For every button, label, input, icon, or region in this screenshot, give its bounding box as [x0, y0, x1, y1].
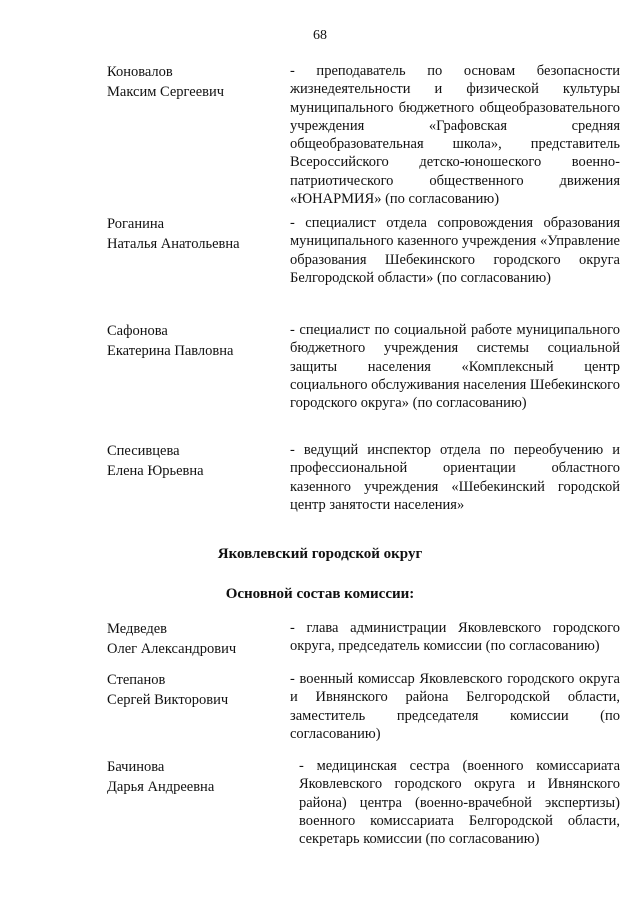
member-role: - преподаватель по основам безопасности жизнедеятельности и физической культуры муниципального бюджетного общеобразовательного учреждения «Графовская средняя общеобразовательная школа», представитель Всероссийского детско-юношеского военно-патриотического общественного движения «ЮНАРМИЯ» (по согласованию) [290, 63, 620, 208]
member-role: - специалист по социальной работе муниципального бюджетного учреждения системы социальной защиты населения «Комплексный центр социального обслуживания населения Шебекинского городского округа» (по согласованию) [290, 322, 620, 412]
member-name [107, 321, 282, 361]
member-role: - медицинская сестра (военного комиссариата Яковлевского городского округа и Ивнянского района) центра (военно-врачебной экспертизы) военного комиссариата Белгородской области, секретарь комиссии (по согласованию) [299, 758, 620, 848]
member-surname: Роганина [107, 216, 165, 232]
member-name [107, 214, 282, 254]
member-surname: Степанов [107, 672, 166, 688]
member-name [107, 441, 282, 481]
member-role: - военный комиссар Яковлевского городского округа и Ивнянского района Белгородской области, заместитель председателя комиссии (по согласованию) [290, 671, 620, 742]
member-given-name: Максим Сергеевич [107, 84, 225, 100]
subsection-title: Основной состав комиссии: [225, 586, 415, 602]
section-title: Яковлевский городской округ [217, 546, 423, 562]
page-number: 68 [313, 28, 327, 43]
member-given-name: Сергей Викторович [107, 692, 229, 708]
member-surname: Спесивцева [107, 443, 180, 459]
member-given-name: Екатерина Павловна [107, 343, 234, 359]
member-role: - специалист отдела сопровождения образования муниципального казенного учреждения «Управление образования Шебекинского городского округа Белгородской области» (по согласованию) [290, 215, 620, 286]
member-name [107, 757, 282, 797]
member-given-name: Наталья Анатольевна [107, 236, 240, 252]
member-given-name: Елена Юрьевна [107, 463, 204, 479]
member-name [107, 619, 282, 659]
member-surname: Сафонова [107, 323, 168, 339]
member-name [107, 670, 282, 710]
member-surname: Коновалов [107, 64, 173, 80]
member-role: - глава администрации Яковлевского городского округа, председатель комиссии (по согласованию) [290, 620, 620, 655]
member-name [107, 62, 282, 102]
member-surname: Бачинова [107, 759, 165, 775]
member-role: - ведущий инспектор отдела по переобучению и профессиональной ориентации областного казенного учреждения «Шебекинский городской центр занятости населения» [290, 442, 620, 513]
member-given-name: Дарья Андреевна [107, 779, 215, 795]
member-surname: Медведев [107, 621, 167, 637]
member-given-name: Олег Александрович [107, 641, 237, 657]
